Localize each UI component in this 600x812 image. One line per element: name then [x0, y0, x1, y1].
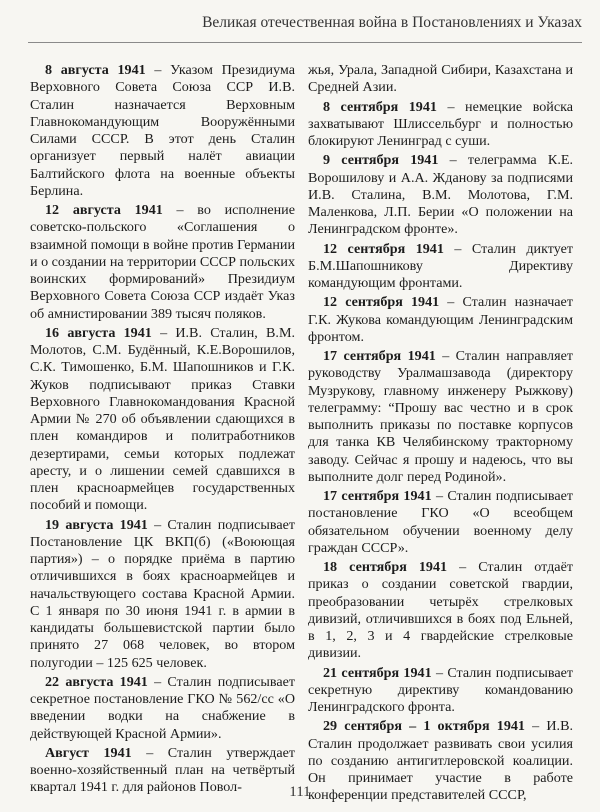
entry-text: – И.В. Сталин продолжает развивать свои усилия по созданию антигитлеровской коалиции. Он принимает участие в работе конференции представителей СССР, — [308, 718, 573, 804]
right-column — [308, 62, 573, 807]
entry-date: 29 сентября – 1 октября 1941 — [323, 718, 525, 735]
entry-date: 12 сентября 1941 — [323, 240, 444, 257]
entry-date: 16 августа 1941 — [45, 324, 152, 341]
chronology-entry — [30, 325, 295, 515]
entry-date: 8 сентября 1941 — [323, 98, 437, 115]
entry-text: – телеграмма К.Е. Ворошилову и А.А. Жданову за подписями И.В. Сталина, В.М. Молотова, Г.М. Маленкова, Л.П. Берии «О положении на Ленинградском фронте». — [308, 152, 573, 238]
entry-date: 9 сентября 1941 — [323, 152, 439, 169]
entry-text: – Сталин подписывает секретную директиву командованию Ленинградского фронта. — [308, 664, 573, 715]
chronology-entry — [30, 517, 295, 672]
entry-text: – Сталин назначает Г.К. Жукова командующим Ленинградским фронтом. — [308, 294, 573, 345]
chronology-entry — [308, 152, 573, 238]
entry-date: 12 сентября 1941 — [323, 294, 440, 311]
entry-text: – Сталин утверждает военно-хозяйственный план на четвёртый квартал 1941 г. для районов Повол- — [30, 744, 295, 796]
chronology-entry — [308, 348, 573, 486]
chronology-entry — [308, 99, 573, 151]
entry-date: 21 сентября 1941 — [323, 664, 432, 681]
running-header: Великая отечественная война в Постановлениях и Указах — [202, 14, 582, 31]
entry-date: Август 1941 — [45, 744, 132, 761]
entry-text: – Сталин подписывает постановление ГКО «О всеобщем обязательном обучении военному делу граждан СССР». — [308, 488, 573, 556]
entry-text: – Указом Президиума Верховного Совета Союза ССР И.В. Сталин назначается Верховным Главнокомандующим Вооружёнными Силами СССР. В этот день Сталин организует первый налёт авиации Балтийского флота на военные объекты Берлина. — [30, 62, 295, 199]
entry-continuation: жья, Урала, Западной Сибири, Казахстана и Средней Азии. — [308, 62, 573, 96]
entry-date: 22 августа 1941 — [45, 673, 148, 690]
entry-text: – Сталин отдаёт приказ о создании советской гвардии, преобразовании четырёх стрелковых дивизий, отличившихся в боях под Ельней, в 1, 2, 3 и 4 гвардейские стрелковые дивизии. — [308, 559, 573, 662]
entry-text: – Сталин подписывает секретное постановление ГКО № 562/сс «О введении водки на снабжение в действующей Красной Армии». — [30, 673, 295, 742]
entry-text: – И.В. Сталин, В.М. Молотов, С.М. Будённый, К.Е.Ворошилов, С.К. Тимошенко, Б.М. Шапошников и Г.К. Жуков подписывают приказ Ставки Верховного Главнокомандования Красной Армии № 270 об объявлении сдающихся в плен командиров и политработников дезертирами, семьи которых подлежат аресту, и о лишении семей сдавшихся в плен красноармейцев государственных пособий и помощи. — [30, 324, 295, 514]
entry-text: – Сталин подписывает Постановление ЦК ВКП(б) («Воюющая партия») – о порядке приёма в партию отличившихся в боях красноармейцев и начальствующего состава Красной Армии. С 1 января по 30 июня 1941 г. в армии в кандидаты большевистской партии было принято 27 068 человек, во втором полугодии – 125 625 человек. — [30, 516, 295, 671]
chronology-entry — [308, 559, 573, 663]
entry-date: 8 августа 1941 — [45, 62, 146, 78]
entry-date: 18 сентября 1941 — [323, 559, 448, 575]
chronology-entry — [30, 62, 295, 200]
page-number: 111 — [289, 784, 311, 800]
chronology-entry — [30, 202, 295, 323]
entry-date: 19 августа 1941 — [45, 516, 148, 533]
entry-text: – немецкие войска захватывают Шлиссельбург и полностью блокируют Ленинград с суши. — [308, 98, 573, 149]
header-rule — [28, 42, 582, 43]
left-column — [30, 62, 295, 799]
chronology-entry — [308, 488, 573, 557]
entry-date: 17 сентября 1941 — [323, 348, 436, 364]
entry-date: 12 августа 1941 — [45, 202, 163, 218]
entry-date: 17 сентября 1941 — [323, 488, 432, 504]
chronology-entry — [308, 294, 573, 346]
chronology-entry — [30, 674, 295, 743]
entry-text: – Сталин диктует Б.М.Шапошникову Директиву командующим фронтами. — [308, 240, 573, 291]
chronology-entry — [308, 665, 573, 717]
entry-text: – во исполнение советско-польского «Соглашения о взаимной помощи в войне против Германии и о создании на территории СССР польских воинских формирований» Президиум Верховного Совета Союза ССР издаёт Указ об амнистировании 389 тысяч поляков. — [30, 202, 295, 322]
chronology-entry — [308, 241, 573, 293]
entry-text: – Сталин направляет руководству Уралмашзавода (директору Музрукову, главному инженеру Рыжкову) телеграмму: “Прошу вас честно и в срок выполнить приказы по поставке корпусов для танка КВ Челябинскому тракторному заводу. Сейчас я прошу и надеюсь, что вы выполните долг перед Родиной». — [308, 348, 573, 485]
